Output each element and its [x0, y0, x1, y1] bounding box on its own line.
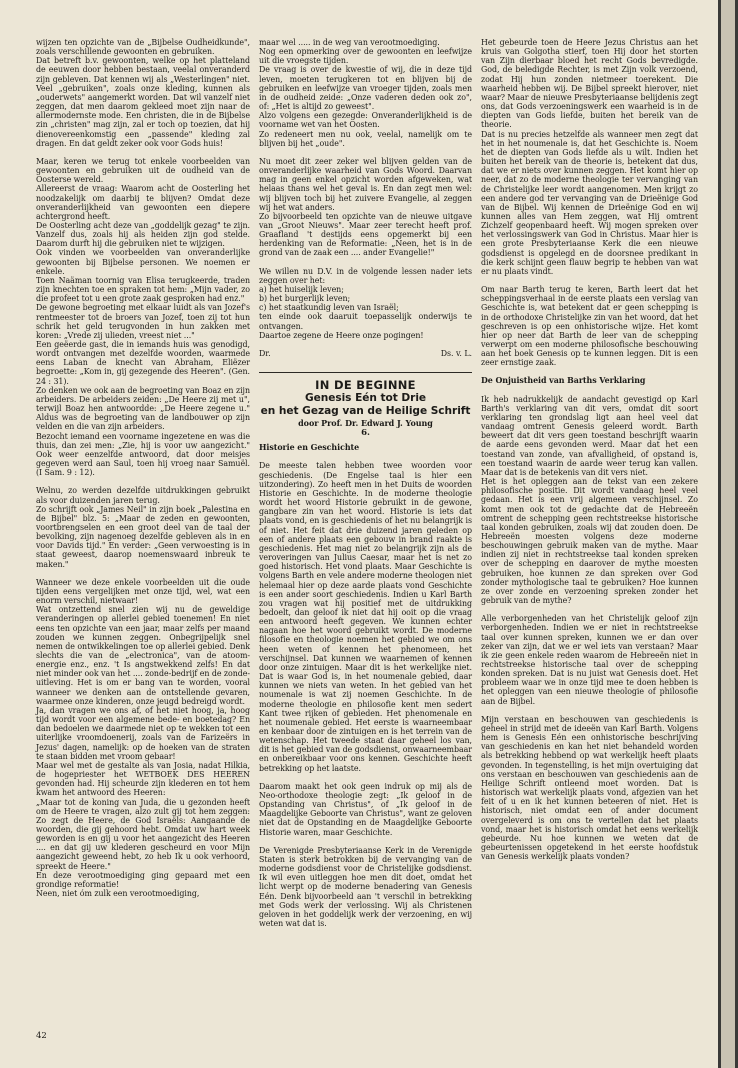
article-title: IN DE BEGINNE [315, 378, 416, 392]
column-left [36, 38, 250, 898]
article-author: door Prof. Dr. Edward J. Young [298, 418, 433, 428]
paragraph: Ik heb nadrukkelijk de aandacht gevestigd op Karl Barth's verklaring van dit vers, omdat dit soort verklaring ten grondslag ligt aan heel veel dat vandaag omtrent Genesis geleerd wordt. Barth beweert dat dit vers geen toestand beschrijft waarin de aarde eens gevonden werd. Maar dat het een toestand van zonde, van afvalligheid, of opstand is, een toestand waarin de aarde weer terug kan vallen. Maar dat is de betekenis van dit vers niet. Het is het opleggen aan de tekst van een zekere philosofische positie. Dit wordt vandaag heel veel gedaan. Het is een vrij algemeen verschijnsel. Zo komt men ook tot de gedachte dat de Hebreeën omtrent de schepping geen rechtstreekse historische taal konden gebruiken, zoals wij dat zouden doen. De Hebreeën moesten volgens deze moderne beschouwingen gebruik maken van de mythe. Maar indien zij niet in rechtstreekse taal konden spreken over de schepping en daarover de mythe moesten gebruiken, hoe kunnen ze dan spreken over God zonder mythologische taal te gebruiken? Hoe kunnen ze over zonde en verzoening spreken zonder het gebruik van de mythe? [481, 394, 698, 606]
paragraph: Wanneer we deze enkele voorbeelden uit die oude tijden eens vergelijken met onze tijd, wel, wat een enorm verschil, nietwaar! Wat ontzettend snel zien wij nu de geweldige veranderingen op allerlei gebied toenemen! En niet eens ten opzichte van een jaar, maar zelfs per maand zouden we kunnen zeggen. Onbegrijpelijk snel nemen de ontwikkelingen toe op allerlei gebied. Denk slechts die van de „electronica", van de atoom-energie enz., enz. 't Is angstwekkend zelfs! En dat niet minder ook van het .... zonde-bedrijf en de zonde-uitleving. Het is om er bang van te worden, vooral wanneer we denken aan de ontstellende gevaren, waarmee onze kinderen, onze jeugd bedreigd wordt. Ja, dan vragen we ons af, of het niet hoog, ja, hoog tijd wordt voor een algemene bede- en boetedag? En dan bedoelen we daarmede niet op te wekken tot een uiterlijke vroomdoenerij, zoals van de Farizeërs in Jezus' dagen, namelijk: op de hoeken van de straten te staan bidden met vroom gebaar! Maar wel met de gestalte als van Josia, nadat Hilkia, de hogepriester het WETBOEK DES HEEREN gevonden had. Hij scheurde zijn klederen en tot hem kwam het antwoord des Heeren: „Maar tot de koning van Juda, die u gezonden heeft om de Heere te vragen, alzo zult gij tot hem zeggen: Zo zegt de Heere, de God Israëls: Aangaande de woorden, die gij gehoord hebt. Omdat uw hart week geworden is en gij u voor het aangezicht des Heeren .... en dat gij uw klederen gescheurd en voor Mijn aangezicht geweend hebt, zo heb Ik u ook verhoord, spreekt de Heere." En deze verootmoediging ging gepaard met een grondige reformatie! Neen, niet óm zulk een verootmoediging, [36, 577, 250, 899]
topic-list [259, 285, 472, 312]
list-item: b) het burgerlijk leven; [259, 294, 351, 304]
page-number: 42 [36, 1031, 47, 1041]
paragraph: We willen nu D.V. in de volgende lessen nader iets zeggen over het: [259, 266, 472, 285]
section-divider [259, 372, 472, 373]
signature-left: Dr. [259, 348, 271, 358]
paragraph: Nu moet dit zeer zeker wel blijven gelden van de onveranderlijke waarheid van Gods Woord. Daarvan mag in geen enkel opzicht worden afgeweken, wat helaas thans wel het geval is. En dan zegt men wel: wij blijven toch bij het zuivere Evangelie, al zeggen wij het wat anders. Zo bijvoorbeeld ten opzichte van de nieuwe uitgave van „Groot Nieuws". Maar zeer terecht heeft prof. Graafland 't destijds eens opgemerkt bij een herdenking van de Reformatie: „Neen, het is in de grond van de zaak een .... ander Evangelie!" [259, 156, 472, 258]
signature-line [259, 349, 472, 358]
article-subtitle: en het Gezag van de Heilige Schrift [260, 404, 471, 417]
section-heading: Historie en Geschichte [259, 443, 360, 453]
paragraph: Om naar Barth terug te keren, Barth leert dat het scheppingsverhaal in de eerste plaats een verslag van Geschichte is, wat betekent dat er geen schepping is in de orthodoxe Christelijke zin van het woord, dat het geschreven is op een onhistorische wijze. Het komt hier op neer dat Barth de leer van de schepping verwerpt om een moderne philosofische beschouwing aan het boek Genesis op te kunnen leggen. Dit is een zeer ernstige zaak. [481, 285, 698, 368]
list-item: a) het huiselijk leven; [259, 284, 344, 294]
adjacent-page-edge [718, 0, 738, 1068]
paragraph: Het gebeurde toen de Heere Jezus Christus aan het kruis van Golgotha stierf, toen Hij door het storten van Zijn dierbaar bloed het recht Gods bevredigde. God, de beledigde Rechter, is met Zijn volk verzoend, zodat Hij hun zonden nietmeer toerekent. Die waarheid hebben wij. De Bijbel spreekt hierover, niet waar? Maar de nieuwe Presbyteriaanse belijdenis zegt ons, dat Gods verzoeningswerk een waarheid is in de diepten van Gods liefde, buiten het bereik van de theorie. Dat is nu precies hetzelfde als wanneer men zegt dat het in het noumenale is, dat het Geschichte is. Noem het de diepten van Gods liefde als u wilt. Indien het buiten het bereik van de theorie is, betekent dat dus, dat we er niets over kunnen zeggen. Het komt hier op neer, dat zo de moderne theologie ter vervanging van de Christelijke leer wordt aangenomen. Men krijgt zo een andere god ter vervanging van de Drieënige God van de Bijbel. Wij kennen de Drieënige God en wij kunnen alles van Hem zeggen, wat Hij omtrent Zichzelf geopenbaard heeft. Wij mogen spreken over het verlossingswerk van God in Christus. Maar hier is een grote Presbyteriaanse Kerk die een nieuwe godsdienst is opgelegd en de doorsnee predikant in die kerk schijnt geen flauw begrip te hebben van wat er nu plaats vindt. [481, 38, 698, 276]
paragraph: Mijn verstaan en beschouwen van geschiedenis is geheel in strijd met de ideeën van Karl Barth. Volgens hem is Genesis Eén een onhistorische beschrijving van geschiedenis en kan het niet behandeld worden als betrekking hebbend op wat werkelijk heeft plaats gevonden. In tegenstelling, is het mijn overtuiging dat ons verstaan en beschouwen van geschiedenis aan de Heilige Schrift ontleend moet worden. Dat is historisch wat werkelijk plaats vond, afgezien van het feit of u en ik het kunnen beteeren of niet. Het is historisch, niet omdat een of ander document overgeleverd is om ons te vertellen dat het plaats vond, maar het is historisch omdat het eens werkelijk gebeurde. Nu hoe kunnen we weten dat de gebeurtenissen opgetekend in het eerste hoofdstuk van Genesis werkelijk plaats vonden? [481, 714, 698, 862]
paragraph: Alle verborgenheden van het Christelijk geloof zijn verborgenheden. Indien we er niet in rechtstreekse taal over kunnen spreken, kunnen we er dan over zeker van zijn, dat we er wel iets van verstaan? Maar ik zie geen enkele reden waarom de Hebreeën niet in rechtstreekse historische taal over de schepping konden spreken. Dat is nu juist wat Genesis doet. Het probleem waar we in onze tijd mee te doen hebben is het opleggen van een nieuwe theologie of philosofie aan de Bijbel. [481, 614, 698, 706]
paragraph: Daarom maakt het ook geen indruk op mij als de Neo-orthodoxe theologie zegt: „Ik geloof in de Opstanding van Christus", of „Ik geloof in de Maagdelijke Geboorte van Christus", want ze geloven niet dat de Opstanding en de Maagdelijke Geboorte Historie waren, maar Geschichte. [259, 781, 472, 837]
article-subtitle: Genesis Eén tot Drie [304, 392, 427, 404]
column-middle [259, 38, 472, 928]
paragraph: ten einde ook daaruit toepasselijk onderwijs te ontvangen. Daartoe zegene de Heere onze pogingen! [259, 312, 472, 340]
adjacent-page-strip [721, 0, 735, 1068]
signature-right: Ds. v. L. [440, 348, 472, 358]
list-item: c) het staatkundig leven van Israël; [259, 303, 399, 313]
paragraph: Maar, keren we terug tot enkele voorbeelden van gewoonten en gebruiken uit de oudheid van de Oosterse wereld. Allereerst de vraag: Waarom acht de Oosterling het noodzakelijk om daarbij te blijven? Omdat deze onveranderlijkheid van gewoonten een diepere achtergrond heeft. De Oosterling acht deze van „goddelijk gezag" te zijn. Vanzelf dus, zoals hij als heiden zijn god stelde. Daarom durft hij die gebruiken niet te wijzigen. Ook vinden we voorbeelden van onveranderlijke gewoonten bij Bijbelse personen. We noemen er enkele. Toen Naäman toornig van Elisa terugkeerde, traden zijn knechten toe en spraken tot hem: „Mijn vader, zo die profeet tot u een grote zaak gesproken had enz." De gewone begroeting met elkaar luidt als van Jozef's rentmeester tot de broers van Jozef, toen zij tot hun schrik het geld terugvonden in hun zakken met koren: „Vrede zij ulieden, vreest niet ..." Een geëerde gast, die in iemands huis was genodigd, wordt ontvangen met dezelfde woorden, waarmede eens Laban de knecht van Abraham, Eliëzer begroette: „Kom in, gij gezegende des Heeren". (Gen. 24 : 31). Zo denken we ook aan de begroeting van Boaz en zijn arbeiders. De arbeiders zeiden: „De Heere zij met u", terwijl Boaz hen antwoordde: „De Heere zegene u." Aldus was de begroeting van de landbouwer op zijn velden en die van zijn arbeiders. Bezocht iemand een voorname ingezetene en was die thuis, dan zei men: „Zie, hij is voor uw aangezicht." Ook weer eenzelfde antwoord, dat door meisjes gegeven werd aan Saul, toen hij vroeg naar Samuël. (I Sam. 9 : 12). [36, 156, 250, 478]
paragraph: Welnu, zo werden dezelfde uitdrukkingen gebruikt als voor duizenden jaren terug. Zo schrijft ook „James Neil" in zijn boek „Palestina en de Bijbel" blz. 5: „Maar de zeden en gewoonten, voortbrengselen en een groot deel van de taal der bevolking, zijn nagenoeg dezelfde gebleven als in en voor Davids tijd." En verder: „Geen verwoesting is in staat geweest, daarop noemenswaard inbreuk te maken." [36, 486, 250, 569]
paragraph: De Verenigde Presbyteriaanse Kerk in de Verenigde Staten is sterk betrokken bij de vervanging van de moderne godsdienst voor de Christelijke godsdienst. Ik wil even uitleggen hoe men dit doet, omdat het licht werpt op de moderne benadering van Genesis Eén. Denk bijvoorbeeld aan 't verschil in betrekking met Gods werk der verlossing. Wij als Christenen geloven in het goddelijk werk der verzoening, en wij weten wat dat is. [259, 845, 472, 928]
paragraph: De meeste talen hebben twee woorden voor geschiedenis. (De Engelse taal is hier een uitzondering). Zo heeft men in het Duits de woorden Historie en Geschichte. In de moderne theologie wordt het woord Historie gebruikt in de gewone, gangbare zin van het woord. Historie is iets dat plaats vond, en is geschiedenis of het nu belangrijk is of niet. Het feit dat drie duizend jaren geleden op een of andere plaats een gebouw in brand raakte is geschiedenis. Het mag niet zo belangrijk zijn als de veroveringen van Julius Caesar, maar het is net zo goed historisch. Het vond plaats. Maar Geschichte is volgens Barth en vele andere moderne theologen niet helemaal hier op deze aarde plaats vond Geschichte is een ander soort geschiedenis. Indien u Karl Barth zou vragen wat hij positief met de uitdrukking bedoelt, dan geloof ik niet dat hij ooit op die vraag een antwoord heeft gegeven. We kunnen echter nagaan hoe het woord gebruikt wordt. De moderne filosofie en theologie noemen het gebied we om ons heen weten of kennen het phenomeen, het verschijnsel. Dat kunnen we waarnemen of kennen door onze zintuigen. Maar dit is het werkelijke niet. Dat is waar God is, in het noumenale gebied, daar kunnen we niets van weten. In het gebied van het noumenale is wat zij noemen Geschichte. In de moderne theologie en philosofie kent men sedert Kant twee rijken of gebieden. Het phenomenale en het noumenale gebied. Het eerste is waarneembaar en kenbaar door de zintuigen en is het terrein van de wetenschap. Het tweede staat daar geheel los van, dit is het gebied van de godsdienst, onwaarneembaar en onbereikbaar voor ons kennen. Geschichte heeft betrekking op het laatste. [259, 461, 472, 773]
paragraph: wijzen ten opzichte van de „Bijbelse Oudheidkunde", zoals verschillende gewoonten en gebruiken. Dat betreft b.v. gewoonten, welke op het platteland de eeuwen door hebben bestaan, veelal onveranderd zijn gebleven. Dat kennen wij als „Westerlingen" niet. Veel „gebruiken", zoals onze kleding, kunnen als „ouderwets" aangemerkt worden. Dat wil vanzelf niet zeggen, dat men daarom gekleed moet zijn naar de allermodernste mode. Een christen, die in de Bijbelse zin „christen" mag zijn, zal er toch op toezien, dat hij dienovereenkomstig een „passende" kleding zal dragen. En dat geldt zeker ook voor Gods huis! [36, 38, 250, 148]
paragraph: maar wel ..... in de weg van verootmoediging. Nog een opmerking over de gewoonten en leefwijze uit die vroegste tijden. De vraag is over de kwestie of wij, die in deze tijd leven, moeten terugkeren tot en blijven bij de gebruiken en leefwijze van vroeger tijden, zoals men in de oudheid zeide: „Onze vaderen deden ook zo", of: „Het is altijd zo geweest". Alzo volgens een gezegde: Onveranderlijkheid is de voorname wet van het Oosten. Zo redeneert men nu ook, veelal, namelijk om te blijven bij het „oude". [259, 38, 472, 148]
article-part-number: 6. [361, 428, 370, 439]
column-right [481, 38, 698, 861]
section-heading: De Onjuistheid van Barths Verklaring [481, 376, 646, 386]
